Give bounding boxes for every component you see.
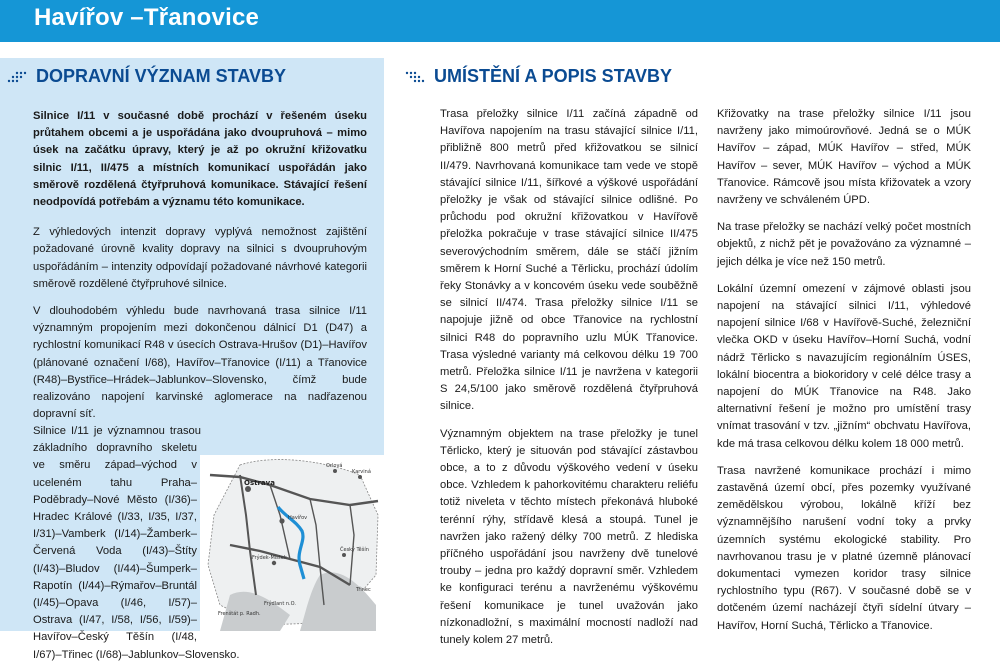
sidebar-paragraph: V dlouhodobém výhledu bude navrhovaná trasa silnice I/11 významným propojením mezi dokončenou dálnicí D1 (D47) a rychlostní komunikací R48 v úsecích Ostrava-Hrušov (D1)–Havířov (plánované označení I/68), Havířov–Třanovice (I/11) a Třanovice (R48)–Bystřice–Hrádek–Jablunkov–Slovensko, čímž bude realizováno napojení karvinské aglomerace na nadřazenou dopravní síť. bbox=[33, 305, 367, 421]
dotted-arrow-icon bbox=[404, 69, 426, 85]
main-heading: UMÍSTĚNÍ A POPIS STAVBY bbox=[434, 66, 673, 86]
dotted-arrow-icon bbox=[6, 69, 28, 85]
route-map-graphic bbox=[200, 455, 384, 631]
map-label-karvina: Karviná bbox=[352, 469, 371, 475]
main-column-1 bbox=[440, 106, 698, 659]
main-paragraph: Významným objektem na trase přeložky je tunel Těrlicko, který je situován pod stávající zástavbou obce, a to z důvodu výškového vedení v úseku obce. Vzhledem k pahorkovitému charakteru reliéfu totiž niveleta v těchto místech překonává hluboké terénní rýhy, střídavě klesá a stoupá. Tunel je navržen jako ražený délky 700 metrů. Z hlediska příčného uspořádání jsou navrženy dvě tunelové trouby – jedna pro každý dopravní směr. Vzhledem ke konfiguraci terénu a navrženému výškovému řešení komunikace je tunel uvažován jako nízkonadložní, s maximální mocností nadloží nad tunely kolem 27 metrů. bbox=[440, 427, 698, 647]
main-paragraph: Trasa navržené komunikace prochází i mimo zastavěná území obcí, přes pozemky využívané zemědělskou výrobou, lokálně kříží bez významnějšího narušení vodní toky a prvky územních systému ekologické stability. Pro navrhovanou trasu je v platné územně plánovací dokumentaci vymezen koridor trasy silnice rychlostního typu (R67). V současné době se v dotčeném území nacházejí čtyři sídelní útvary – Havířov, Horní Suchá, Těrlicko a Třanovice. bbox=[717, 464, 971, 632]
map-label-frenstat: Frenštát p. Radh. bbox=[218, 611, 261, 617]
map-label-havirov: Havířov bbox=[288, 515, 308, 521]
map-label-cesky: Český Těšín bbox=[340, 547, 369, 553]
sidebar-heading-row bbox=[6, 66, 286, 87]
sidebar-wrap-text: Silnice I/11 je významnou trasou základního dopravního skeletu ve směru západ–východ v uceleném tahu Praha–Poděbrady–Nové Město (I/36)–Hradec Králové (I/33, I/35, I/37, I/31)–Vamberk (I/14)–Žamberk–Červená Voda (I/43)–Štíty (I/43)–Bludov (I/44)–Šumperk–Rapotín (I/44)–Rýmařov–Bruntál (I/45)–Opava (I/46, I/57)–Ostrava (I/47, I/58, I/56, I/59)–Havířov–Český Těšín (I/48, I/67)–Třinec (I/68)–Jablunkov–Slovensko. bbox=[33, 425, 240, 661]
main-heading-row bbox=[404, 66, 672, 87]
main-paragraph: Lokální územní omezení v zájmové oblasti jsou napojení na stávající silnici I/11, výhledové napojení silnice I/68 v Havířově-Suché, železniční vlečka OKD v úseku Havířov–Horní Suchá, vodní nádrž Těrlicko s navazujícím regionálním ÚSES, lokální biocentra a biokoridory v celé délce trasy a napojení do MÚK Třanovice na R48. Jako alternativní řešení je možno pro umístění trasy vnímat trasování v tzv. „jižním“ obchvatu Havířova, kde má trasa celkovou délku kolem 18 000 metrů. bbox=[717, 282, 971, 450]
sidebar-lead: Silnice I/11 v současné době prochází v řešeném úseku průtahem obcemi a je uspořádána jako dvoupruhová – mimo úsek na začátku úpravy, který je až po okružní křižovatku silnic I/11, II/475 a místních komunikací uspořádán jako směrově rozdělená čtyřpruhová komunikace. Stávající řešení neodpovídá potřebám a významu této komunikace. bbox=[33, 110, 367, 209]
header-bar bbox=[0, 0, 1000, 42]
map-label-frydek: Frýdek-Místek bbox=[252, 555, 287, 561]
main-paragraph: Trasa přeložky silnice I/11 začíná západně od Havířova napojením na trasu stávající silnice I/11, přibližně 800 metrů před křižovatkou se silnicí II/479. Navrhovaná komunikace tam vede ve stopě stávající silnice I/11, šířkové a výškové uspořádání přeložky je však od stávající silnice odlišné. Po průchodu pod okružní křižovatkou v Havířově přeložka pokračuje v trase stávající silnice II/475 severovýchodním směrem, dále se stáčí jižním směrem k Horní Suché a Těrlicku, prochází údolím řeky Stonávky a v koncovém úseku vede souběžně se silnicí II/474. Trasa přeložky silnice I/11 se napojuje jižně od obce Třanovice na rychlostní silnici R48 do popravního uzlu MÚK Třanovice. Trasa výsledné varianty má celkovou délku 19 700 metrů. Přeložka silnice I/11 je navržena v kategorii S 24,5/100 jako směrově rozdělená čtyřpruhová silnice. bbox=[440, 108, 698, 413]
sidebar-heading: DOPRAVNÍ VÝZNAM STAVBY bbox=[36, 66, 287, 86]
map-label-orlova: Orlová bbox=[326, 463, 343, 469]
main-column-2 bbox=[717, 106, 971, 645]
sidebar-text bbox=[33, 108, 367, 433]
map-label-ostrava: Ostrava bbox=[244, 479, 275, 487]
main-paragraph: Na trase přeložky se nachází velký počet mostních objektů, z nichž pět je považováno za významné – jejich délka je více než 150 metrů. bbox=[717, 221, 971, 268]
map-label-frydlant: Frýdlant n.O. bbox=[264, 601, 296, 607]
page-title: Havířov –Třanovice bbox=[34, 4, 260, 31]
sidebar-paragraph: Z výhledových intenzit dopravy vyplývá nemožnost zajištění požadované úrovně kvality dopravy na silnici s dvoupruhovým uspořádáním – intenzity odpovídají požadované návrhové kategorii směrově rozdělené čtyřpruhové silnice. bbox=[33, 226, 367, 290]
main-paragraph: Křižovatky na trase přeložky silnice I/11 jsou navrženy jako mimoúrovňové. Jedná se o MÚK Havířov – západ, MÚK Havířov – střed, MÚK Havířov – sever, MÚK Havířov – východ a MÚK Třanovice. Rámcově jsou místa křižovatek a vzory navrženy ve schváleném ÚPD. bbox=[717, 108, 971, 207]
map-label-trinec: Třinec bbox=[356, 587, 371, 593]
region-map bbox=[200, 455, 384, 631]
